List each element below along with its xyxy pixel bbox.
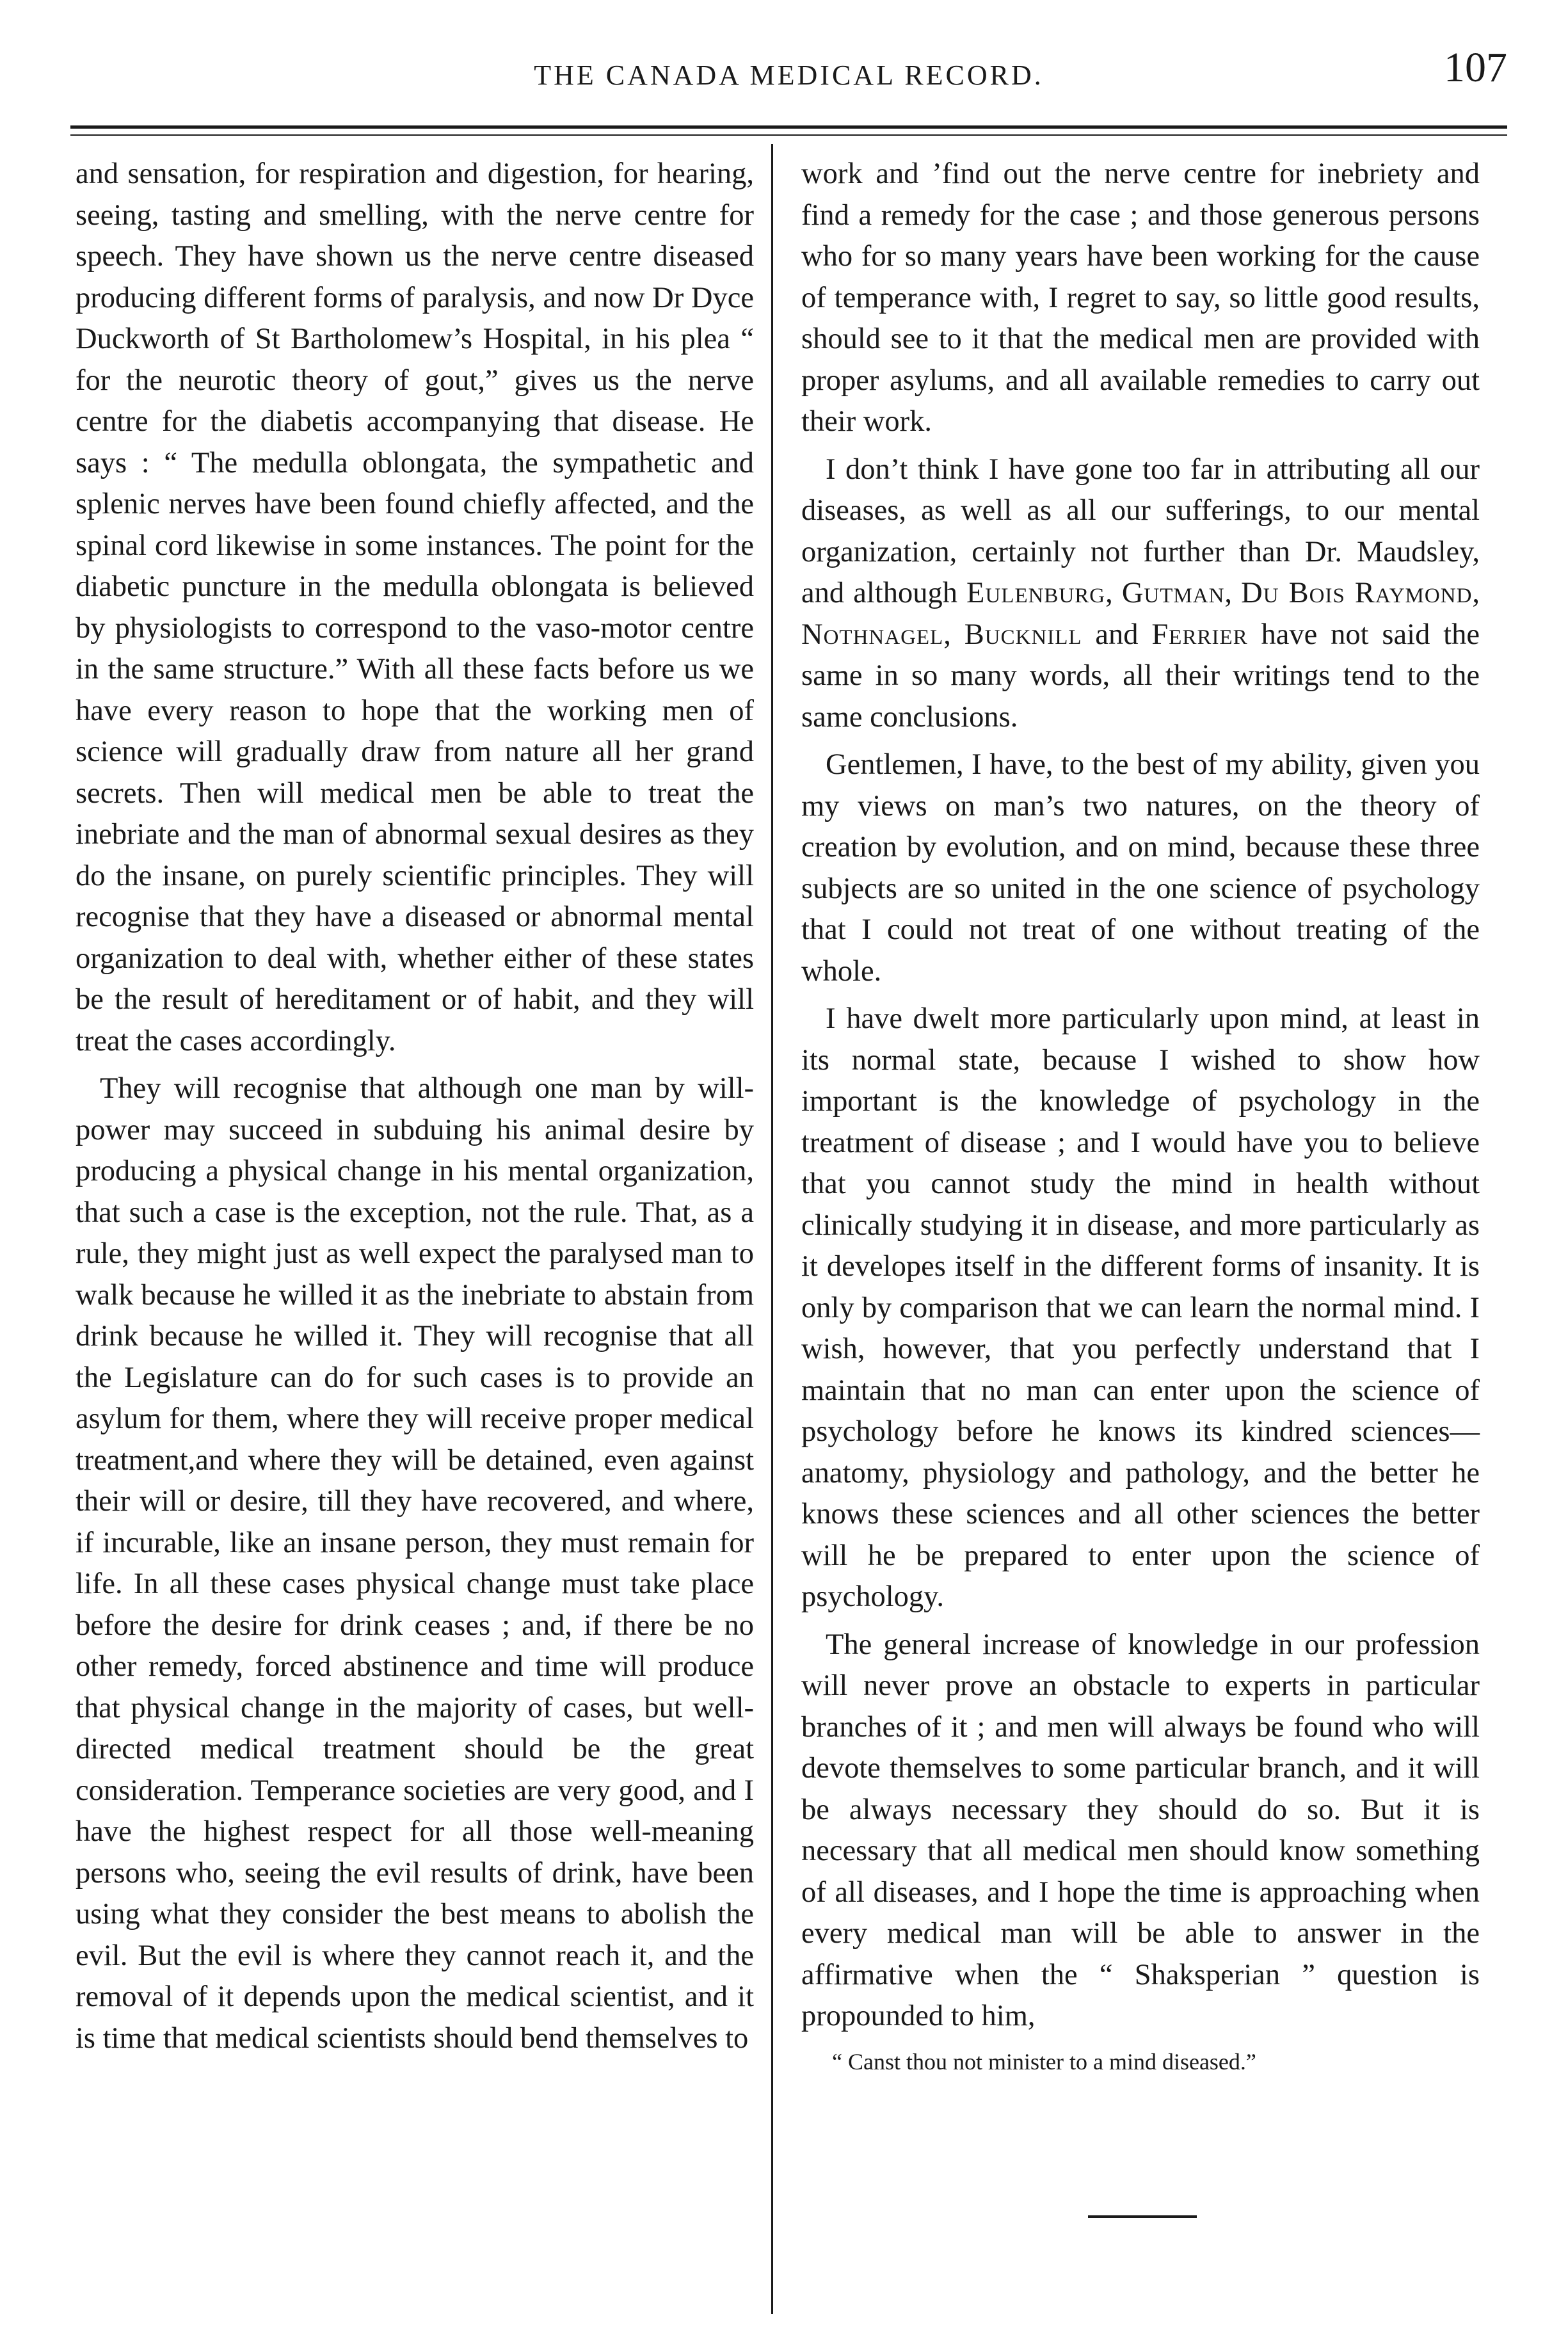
author-name-nothnagel: Nothnagel xyxy=(801,618,944,651)
right-paragraph-2-text-a: I don’t think I have gone too far in attributing all our diseases, as well as all our sufferings, to our mental organization, certainly not further than Dr. Maudsley, and although xyxy=(801,453,1480,609)
right-paragraph-1: work and ’find out the nerve centre for inebriety and find a remedy for the case ; and those generous persons who for so many years have been working for the cause of temperance with, I regret to say, so little good results, should see to it that the medical men are provided with proper asylums, and all available remedies to carry out their work. xyxy=(801,157,1480,438)
closing-quotation: “ Canst thou not minister to a mind diseased.” xyxy=(832,2048,1256,2075)
right-paragraph-5: The general increase of knowledge in our profession will never prove an obstacle to experts in particular branches of it ; and men will always be found who will devote themselves to some particular branch, and it will be always necessary they should do so. But it is necessary that all medical men should know something of all diseases, and I hope the time is approaching when every medical man will be able to answer in the affirmative when the “ Shaksperian ” question is propounded to him, xyxy=(801,1628,1480,2032)
left-paragraph-1: and sensation, for respiration and digestion, for hearing, seeing, tasting and smelling, with the nerve centre for speech. They have shown us the nerve centre diseased producing different forms of paralysis, and now Dr Dyce Duckworth of St Bartholomew’s Hospital, in his plea “ for the neurotic theory of gout,” gives us the nerve centre for the diabetis accompanying that disease. He says : “ The medulla oblongata, the sympathetic and splenic nerves have been found chiefly affected, and the spinal cord likewise in some instances. The point for the diabetic puncture in the medulla oblongata is believed by physiologists to correspond to the vaso-motor centre in the same structure.” With all these facts before us we have every reason to hope that the working men of science will gradually draw from nature all her grand secrets. Then will medical men be able to treat the inebriate and the man of abnormal sexual desires as they do the insane, on purely scientific principles. They will recognise that they have a diseased or abnormal mental organization to deal with, whether either of these states be the result of hereditament or of habit, and they will treat the cases accordingly. xyxy=(76,157,754,1057)
header-rule-thick xyxy=(70,125,1507,129)
page-header xyxy=(70,40,1507,110)
right-paragraph-2-text-b: have not said the same in so many words, all their writings tend to the same conclusions. xyxy=(801,618,1480,734)
page-number: 107 xyxy=(1444,44,1507,91)
right-paragraph-2: I don’t think I have gone too far in attributing all our diseases, as well as all our sufferings, to our mental organization, certainly not further than Dr. Maudsley, and although Eulenburg, Gutman, Du Bois Raymond, Nothnagel, Bucknill and Ferrier have not said the same in so many words, all their writings tend to the same conclusions. xyxy=(801,453,1480,734)
left-paragraph-2: They will recognise that although one man by will-power may succeed in subduing his animal desire by producing a physical change in his mental organization, that such a case is the exception, not the rule. That, as a rule, they might just as well expect the paralysed man to walk because he willed it as the inebriate to abstain from drink because he willed it. They will recognise that all the Legislature can do for such cases is to provide an asylum for them, where they will receive proper medical treatment,and where they will be detained, even against their will or desire, till they have recovered, and where, if incurable, like an insane person, they must remain for life. In all these cases physical change must take place before the desire for drink ceases ; and, if there be no other remedy, forced abstinence and time will produce that physical change in the majority of cases, but well-directed medical treatment should be the great consideration. Temperance societies are very good, and I have the highest respect for all those well-meaning persons who, seeing the evil results of drink, have been using what they consider the best means to abolish the evil. But the evil is where they cannot reach it, and the removal of it depends upon the medical scientist, and it is time that medical scientists should bend themselves to xyxy=(76,1072,754,2055)
author-name-eulenburg: Eulenburg xyxy=(966,577,1106,609)
right-column xyxy=(801,154,1480,2078)
author-name-gutman: Gutman xyxy=(1121,577,1225,609)
column-divider xyxy=(771,144,773,2314)
author-name-bucknill: Bucknill xyxy=(964,618,1082,651)
header-rule-thin xyxy=(70,134,1507,136)
right-paragraph-4: I have dwelt more particularly upon mind, at least in its normal state, because I wished to show how important is the knowledge of psychology in the treatment of disease ; and I would have you to believe that you cannot study the mind in health without clinically studying it in disease, and more particularly as it developes itself in the different forms of insanity. It is only by comparison that we can learn the normal mind. I wish, however, that you perfectly understand that I maintain that no man can enter upon the science of psychology before he knows its kindred sciences—anatomy, physiology and pathology, and the better he knows these sciences and all other sciences the better will he be prepared to enter upon the science of psychology. xyxy=(801,1002,1480,1613)
left-column xyxy=(76,154,754,2066)
author-name-du-bois-raymond: Du Bois Raymond xyxy=(1241,577,1473,609)
running-title: THE CANADA MEDICAL RECORD. xyxy=(534,60,1044,91)
end-rule xyxy=(1088,2215,1197,2218)
author-name-ferrier: Ferrier xyxy=(1151,618,1248,651)
right-paragraph-3: Gentlemen, I have, to the best of my ability, given you my views on man’s two natures, on the theory of creation by evolution, and on mind, because these three subjects are so united in the one science of psychology that I could not treat of one without treating of the whole. xyxy=(801,748,1480,988)
